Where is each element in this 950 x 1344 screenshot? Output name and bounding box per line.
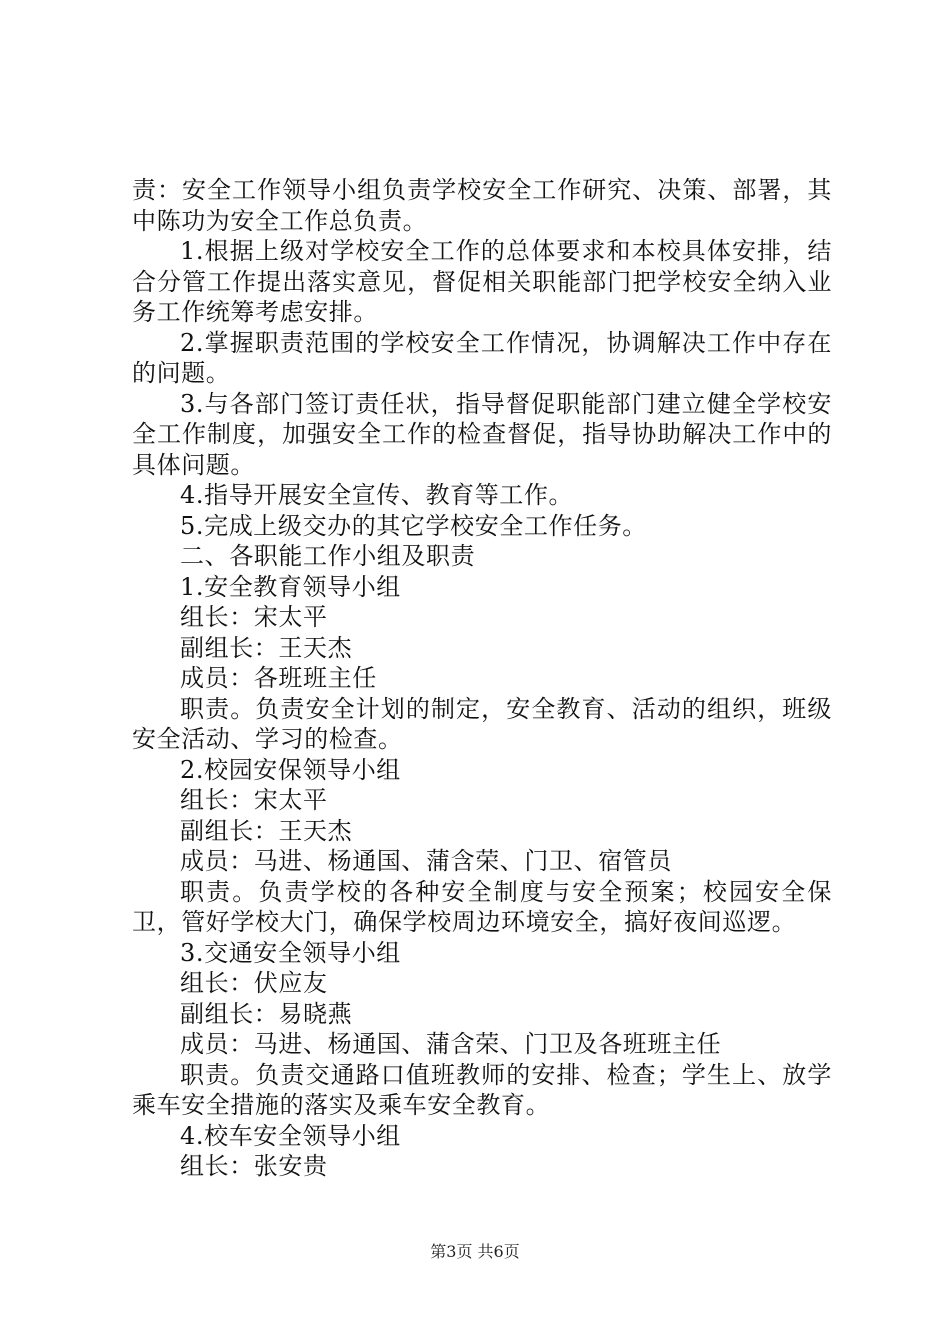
- paragraph: 3.交通安全领导小组: [180, 938, 401, 967]
- paragraph: 职责。负责学校的各种安全制度与安全预案；校园安全保卫，管好学校大门，确保学校周边环境安全，搞好夜间巡逻。: [132, 877, 832, 936]
- paragraph: 组长：张安贵: [180, 1152, 328, 1180]
- paragraph: 成员：马进、杨通国、蒲含荣、门卫及各班班主任: [180, 1030, 722, 1058]
- paragraph: 5.完成上级交办的其它学校安全工作任务。: [180, 511, 647, 540]
- document-body: [132, 175, 832, 1182]
- paragraph: 二、各职能工作小组及职责: [180, 542, 476, 570]
- paragraph: 4.指导开展安全宣传、教育等工作。: [180, 481, 574, 509]
- paragraph: 副组长：易晓燕: [180, 999, 353, 1028]
- paragraph: 组长：伏应友: [180, 969, 328, 997]
- page-footer: 第3页 共6页: [430, 1242, 520, 1261]
- paragraph: 1.根据上级对学校安全工作的总体要求和本校具体安排，结合分管工作提出落实意见，督促相关职能部门把学校安全纳入业务工作统筹考虑安排。: [132, 237, 832, 326]
- paragraph: 4.校车安全领导小组: [180, 1121, 401, 1150]
- paragraph: 组长：宋太平: [180, 786, 328, 814]
- paragraph: 成员：各班班主任: [180, 664, 377, 692]
- paragraph: 副组长：王天杰: [180, 816, 353, 845]
- paragraph: 2.掌握职责范围的学校安全工作情况，协调解决工作中存在的问题。: [132, 328, 832, 387]
- paragraph: 1.安全教育领导小组: [180, 572, 401, 601]
- paragraph: 3.与各部门签订责任状，指导督促职能部门建立健全学校安全工作制度，加强安全工作的检查督促，指导协助解决工作中的具体问题。: [132, 389, 832, 479]
- paragraph: 职责。负责交通路口值班教师的安排、检查；学生上、放学乘车安全措施的落实及乘车安全教育。: [132, 1060, 832, 1119]
- paragraph: 副组长：王天杰: [180, 633, 353, 662]
- paragraph: 职责。负责安全计划的制定，安全教育、活动的组织，班级安全活动、学习的检查。: [132, 694, 832, 753]
- paragraph: 2.校园安保领导小组: [180, 755, 401, 784]
- paragraph: 成员：马进、杨通国、蒲含荣、门卫、宿管员: [180, 847, 672, 875]
- paragraph: 责：安全工作领导小组负责学校安全工作研究、决策、部署，其中陈功为安全工作总负责。: [132, 176, 832, 235]
- paragraph: 组长：宋太平: [180, 603, 328, 631]
